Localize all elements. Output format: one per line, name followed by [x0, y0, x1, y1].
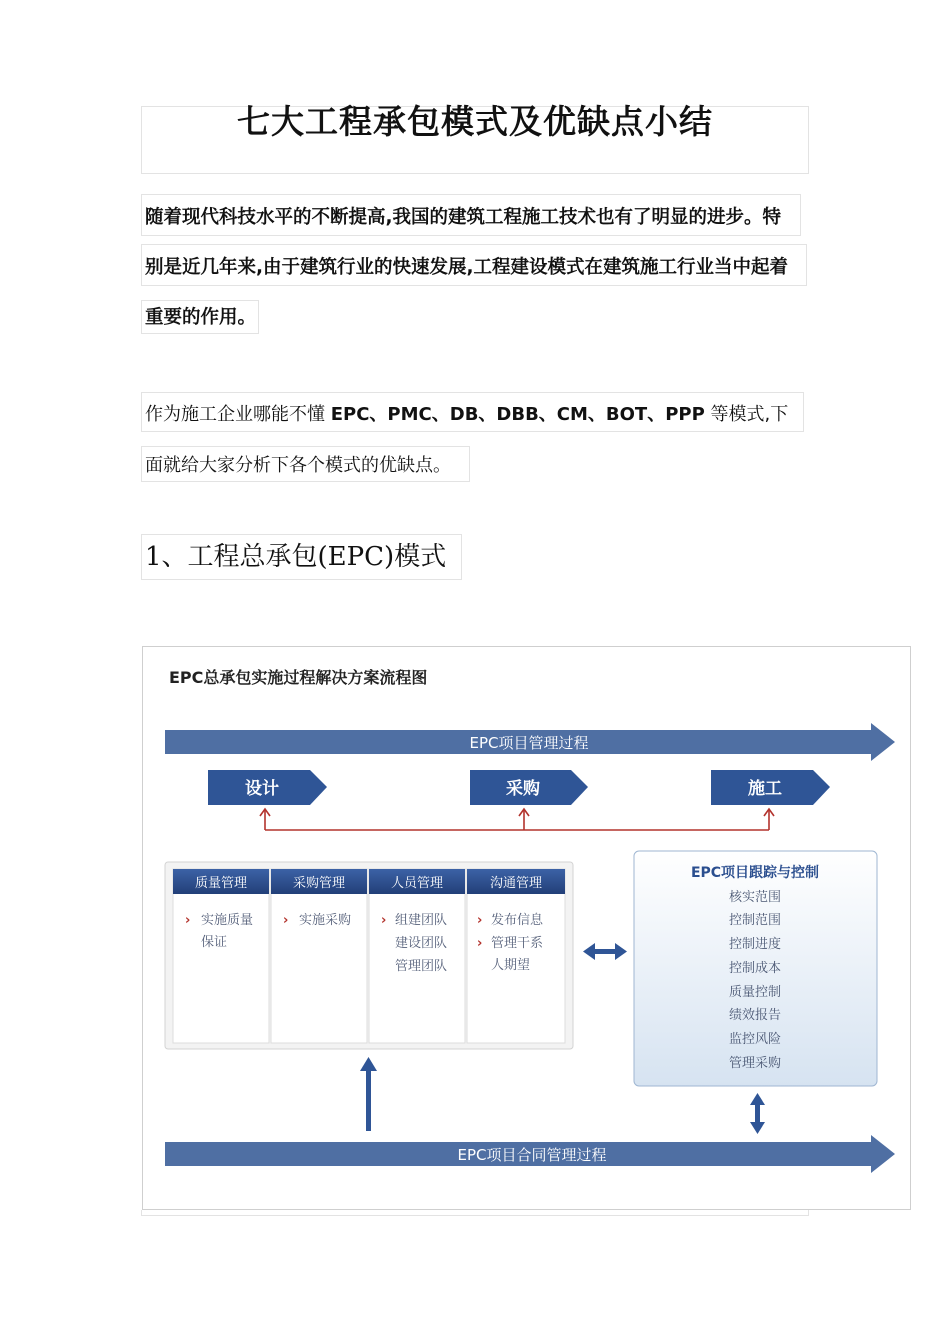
para2-prefix: 作为施工企业哪能不懂: [145, 404, 331, 425]
double-arrow-horizontal-icon: [583, 943, 627, 960]
flowchart-svg: [143, 647, 910, 1209]
para2-modes: EPC、PMC、DB、DBB、CM、BOT、PPP: [330, 404, 705, 425]
section1-heading: 1、工程总承包(EPC)模式: [145, 542, 447, 572]
col-item: 管理干系: [491, 936, 544, 951]
col-item: 管理团队: [395, 959, 448, 974]
bottom-arrow-label: EPC项目合同管理过程: [457, 1146, 607, 1164]
page-title: 七大工程承包模式及优缺点小结: [237, 102, 713, 141]
epc-flowchart: [142, 646, 911, 1210]
bullet-chevron-icon: ›: [477, 936, 483, 951]
intro-line-1: 随着现代科技水平的不断提高,我国的建筑工程施工技术也有了明显的进步。特: [145, 207, 782, 228]
col-item: 建设团队: [395, 936, 448, 951]
bullet-chevron-icon: ›: [185, 913, 191, 928]
control-item: 核实范围: [728, 890, 782, 905]
col-item: 人期望: [491, 958, 531, 973]
control-item: 控制成本: [728, 961, 782, 976]
col-item: 发布信息: [491, 913, 544, 928]
bullet-chevron-icon: ›: [381, 913, 387, 928]
bullet-chevron-icon: ›: [477, 913, 483, 928]
figure-frame-bottom: [141, 1210, 809, 1216]
para2-suffix: 等模式,下: [704, 404, 789, 425]
control-item: 质量控制: [728, 985, 782, 1000]
phase-design: 设计: [245, 779, 279, 799]
col-item: 实施质量: [201, 913, 254, 928]
control-item: 监控风险: [728, 1032, 782, 1047]
double-arrow-vertical-icon: [750, 1093, 765, 1134]
control-panel-title: EPC项目跟踪与控制: [690, 865, 820, 881]
col-quality-header: 质量管理: [194, 876, 248, 891]
col-staff-header: 人员管理: [390, 876, 444, 891]
phase-procure: 采购: [506, 779, 540, 799]
intro-line-2: 别是近几年来,由于建筑行业的快速发展,工程建设模式在建筑施工行业当中起着: [145, 257, 789, 278]
control-item: 管理采购: [728, 1056, 782, 1071]
control-item: 绩效报告: [728, 1008, 782, 1023]
col-procure-header: 采购管理: [292, 876, 346, 891]
phase-construct: 施工: [748, 779, 782, 799]
bullet-chevron-icon: ›: [283, 913, 289, 928]
para2-line-2: 面就给大家分析下各个模式的优缺点。: [145, 455, 451, 476]
top-arrow-label: EPC项目管理过程: [469, 734, 589, 752]
control-item: 控制范围: [728, 913, 782, 928]
figure-title: EPC总承包实施过程解决方案流程图: [169, 668, 428, 687]
control-item: 控制进度: [728, 937, 782, 952]
col-item: 实施采购: [299, 913, 352, 928]
col-item: 组建团队: [395, 913, 448, 928]
col-comm-header: 沟通管理: [489, 876, 543, 891]
intro-line-3: 重要的作用。: [145, 307, 257, 328]
para2-line-1: [145, 400, 788, 426]
up-arrow-icon: [360, 1057, 377, 1131]
phase-connectors: [260, 809, 774, 830]
management-columns: [173, 869, 565, 1043]
col-item: 保证: [201, 935, 228, 950]
